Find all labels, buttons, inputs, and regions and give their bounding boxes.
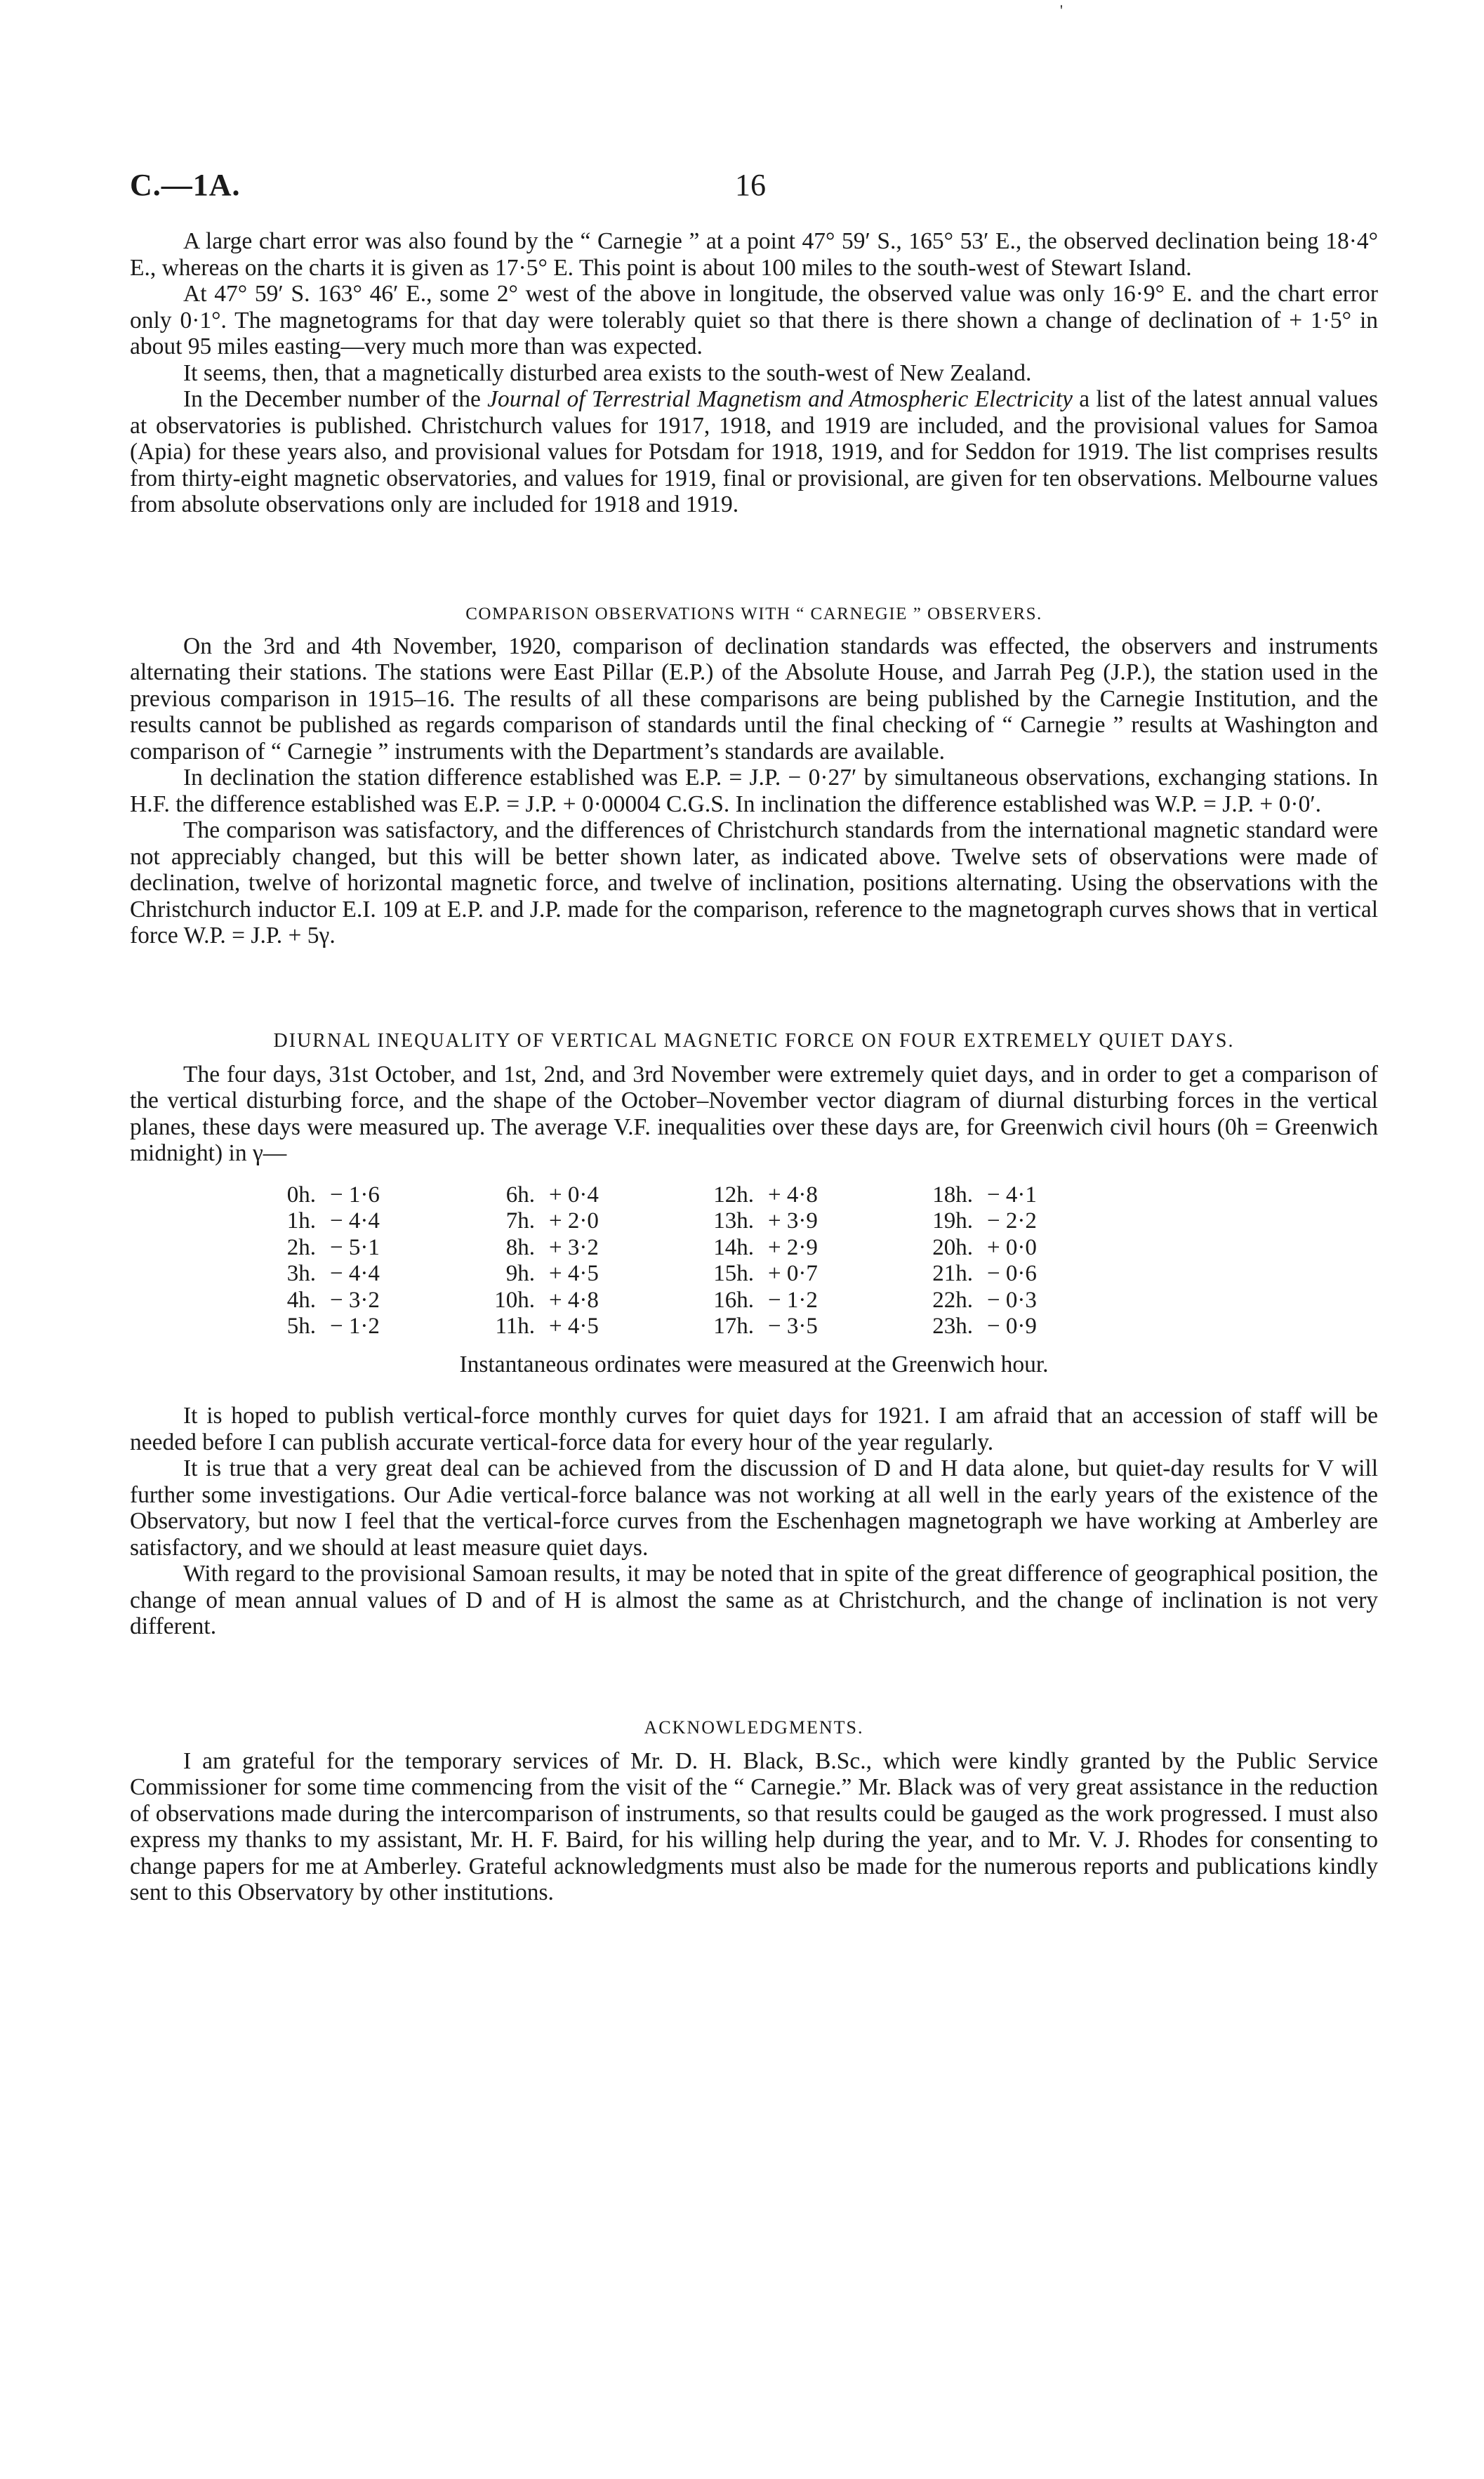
paragraph-comparison-result: The comparison was satisfactory, and the differences of Christchurch standards from the international magnetic standard were not appreciably changed, but this will be better shown later, as indicated above. Twelve sets of observations were made of declination, twelve of horizontal magnetic force, and twelve of inclination, positions alternating. Using the observations with the Christchurch inductor E.I. 109 at E.P. and J.P. made for the comparison, reference to the magnetograph curves shows that in vertical force W.P. = J.P. + 5γ.: [130, 817, 1378, 948]
value-cell: + 0·4: [549, 1182, 599, 1208]
journal-text-before: In the December number of the: [183, 386, 488, 412]
value-cell: − 4·4: [330, 1208, 380, 1234]
hour-cell: 17h.: [713, 1314, 754, 1339]
series-reference: C.—1A.: [130, 168, 241, 202]
value-cell: − 3·5: [768, 1314, 818, 1339]
paragraph-journal: [130, 386, 1378, 518]
value-cell: + 3·2: [549, 1234, 599, 1260]
value-cell: − 2·2: [987, 1208, 1037, 1234]
paragraph-acknowledgments: I am grateful for the temporary services of Mr. D. H. Black, B.Sc., which were kindly granted by the Public Service Commissioner for some time commencing from the visit of the “ Carnegie.” Mr. Black was of very great assistance in the reduction of observations made during the intercomparison of instruments, so that results could be gauged as the work progressed. I must also express my thanks to my assistant, Mr. H. F. Baird, for his willing help during the year, and to Mr. V. J. Rhodes for consenting to change papers for me at Amberley. Grateful acknowledgments must also be made for the numerous reports and publications kindly sent to this Observatory by other institutions.: [130, 1747, 1378, 1905]
vertical-force-table: [274, 1182, 1092, 1340]
heading-comparison: COMPARISON OBSERVATIONS WITH “ CARNEGIE ” OBSERVERS.: [465, 604, 1042, 623]
hour-cell: 15h.: [713, 1261, 754, 1286]
table-row: [274, 1208, 1092, 1235]
table-row: [274, 1288, 1092, 1314]
hour-cell: 9h.: [505, 1261, 535, 1286]
paragraph-comparison-dates: On the 3rd and 4th November, 1920, comparison of declination standards was effected, the observers and instruments alternating their stations. The stations were East Pillar (E.P.) of the Absolute House, and Jarrah Peg (J.P.), the station used in the previous comparison in 1915–16. The results of all these comparisons are being published by the Carnegie Institution, and the results cannot be published as regards comparison of standards until the final checking of “ Carnegie ” results at Washington and comparison of “ Carnegie ” instruments with the Department’s standards are available.: [130, 633, 1378, 765]
paragraph-observed-value: At 47° 59′ S. 163° 46′ E., some 2° west of the above in longitude, the observed value was only 16·9° E. and the chart error only 0·1°. The magnetograms for that day were tolerably quiet so that there is there shown a change of declination of + 1·5° in about 95 miles easting—very much more than was expected.: [130, 281, 1378, 359]
hour-cell: 11h.: [495, 1314, 535, 1339]
value-cell: + 2·0: [549, 1208, 599, 1234]
document-body: [130, 228, 1378, 1906]
value-cell: + 2·9: [768, 1234, 818, 1260]
hour-cell: 3h.: [286, 1261, 316, 1286]
value-cell: − 1·6: [330, 1182, 380, 1208]
paragraph-samoan-results: With regard to the provisional Samoan results, it may be noted that in spite of the great difference of geographical position, the change of mean annual values of D and of H is almost the same as at Christchurch, and the change of inclination is not very different.: [130, 1561, 1378, 1639]
value-cell: − 1·2: [330, 1314, 380, 1339]
hour-cell: 0h.: [286, 1182, 316, 1208]
value-cell: − 4·4: [330, 1261, 380, 1286]
hour-cell: 22h.: [932, 1287, 973, 1313]
value-cell: + 3·9: [768, 1208, 818, 1234]
value-cell: − 0·9: [987, 1314, 1037, 1339]
paragraph-quiet-days: The four days, 31st October, and 1st, 2nd, and 3rd November were extremely quiet days, and in order to get a comparison of the vertical disturbing force, and the shape of the October–November vector diagram of diurnal disturbing forces in the vertical planes, these days were measured up. The average V.F. inequalities over these days are, for Greenwich civil hours (0h = Greenwich midnight) in γ—: [130, 1061, 1378, 1166]
journal-title: Journal of Terrestrial Magnetism and Atmospheric Electricity: [487, 386, 1073, 412]
table-row: [274, 1182, 1092, 1209]
table-row: [274, 1235, 1092, 1262]
table-row: [274, 1314, 1092, 1340]
value-cell: + 0·7: [768, 1261, 818, 1286]
hour-cell: 19h.: [932, 1208, 973, 1234]
paragraph-quiet-day-results: It is true that a very great deal can be achieved from the discussion of D and H data alone, but quiet-day results for V will further some investigations. Our Adie vertical-force balance was not working at all well in the early years of the existence of the Observatory, but now I feel that the vertical-force curves from the Eschenhagen magnetograph we have working at Amberley are satisfactory, and we should at least measure quiet days.: [130, 1455, 1378, 1561]
heading-acknowledgments: ACKNOWLEDGMENTS.: [644, 1717, 864, 1738]
value-cell: + 0·0: [987, 1234, 1037, 1260]
hour-cell: 18h.: [932, 1182, 973, 1208]
value-cell: + 4·5: [549, 1314, 599, 1339]
heading-diurnal-inequality: DIURNAL INEQUALITY OF VERTICAL MAGNETIC FORCE ON FOUR EXTREMELY QUIET DAYS.: [273, 1029, 1235, 1052]
hour-cell: 5h.: [286, 1314, 316, 1339]
value-cell: − 5·1: [330, 1234, 380, 1260]
journal-text-after: a list of the latest annual values at observatories is published. Christchurch values for 1917, 1918, and 1919 are included, and the provisional values for Samoa (Apia) for these years also, and provisional values for Potsdam for 1918, 1919, and for Seddon for 1919. The list comprises results from thirty-eight magnetic observatories, and values for 1919, final or provisional, are given for ten observations. Melbourne values from absolute observations only are included for 1918 and 1919.: [130, 386, 1379, 517]
value-cell: + 4·5: [549, 1261, 599, 1286]
hour-cell: 4h.: [286, 1287, 316, 1313]
paragraph-monthly-curves: It is hoped to publish vertical-force monthly curves for quiet days for 1921. I am afraid that an accession of staff will be needed before I can publish accurate vertical-force data for every hour of the year regularly.: [130, 1403, 1378, 1455]
value-cell: − 0·3: [987, 1287, 1037, 1313]
table-note: Instantaneous ordinates were measured at the Greenwich hour.: [459, 1351, 1049, 1377]
paragraph-chart-error: A large chart error was also found by the “ Carnegie ” at a point 47° 59′ S., 165° 53′ E., the observed declination being 18·4° E., whereas on the charts it is given as 17·5° E. This point is about 100 miles to the south-west of Stewart Island.: [130, 228, 1378, 281]
value-cell: − 1·2: [768, 1287, 818, 1313]
hour-cell: 1h.: [286, 1208, 316, 1234]
value-cell: + 4·8: [549, 1287, 599, 1313]
hour-cell: 14h.: [713, 1234, 754, 1260]
hour-cell: 13h.: [713, 1208, 754, 1234]
value-cell: − 0·6: [987, 1261, 1037, 1286]
page-number: 16: [735, 168, 766, 202]
hour-cell: 23h.: [932, 1314, 973, 1339]
hour-cell: 12h.: [713, 1182, 754, 1208]
hour-cell: 21h.: [932, 1261, 973, 1286]
page-header: [130, 167, 1379, 216]
value-cell: + 4·8: [768, 1182, 818, 1208]
hour-cell: 20h.: [932, 1234, 973, 1260]
hour-cell: 2h.: [286, 1234, 316, 1260]
paragraph-disturbed-area: It seems, then, that a magnetically disturbed area exists to the south-west of New Zealand.: [183, 359, 1032, 386]
value-cell: − 4·1: [987, 1182, 1037, 1208]
hour-cell: 10h.: [494, 1287, 535, 1313]
paragraph-declination-difference: In declination the station difference established was E.P. = J.P. − 0·27′ by simultaneous observations, exchanging stations. In H.F. the difference established was E.P. = J.P. + 0·00004 C.G.S. In inclination the difference established was W.P. = J.P. + 0·0′.: [130, 765, 1378, 817]
table-row: [274, 1261, 1092, 1288]
hour-cell: 6h.: [505, 1182, 535, 1208]
hour-cell: 16h.: [713, 1287, 754, 1313]
value-cell: − 3·2: [330, 1287, 380, 1313]
hour-cell: 7h.: [505, 1208, 535, 1234]
hour-cell: 8h.: [505, 1234, 535, 1260]
stray-mark: ': [1060, 1, 1063, 19]
